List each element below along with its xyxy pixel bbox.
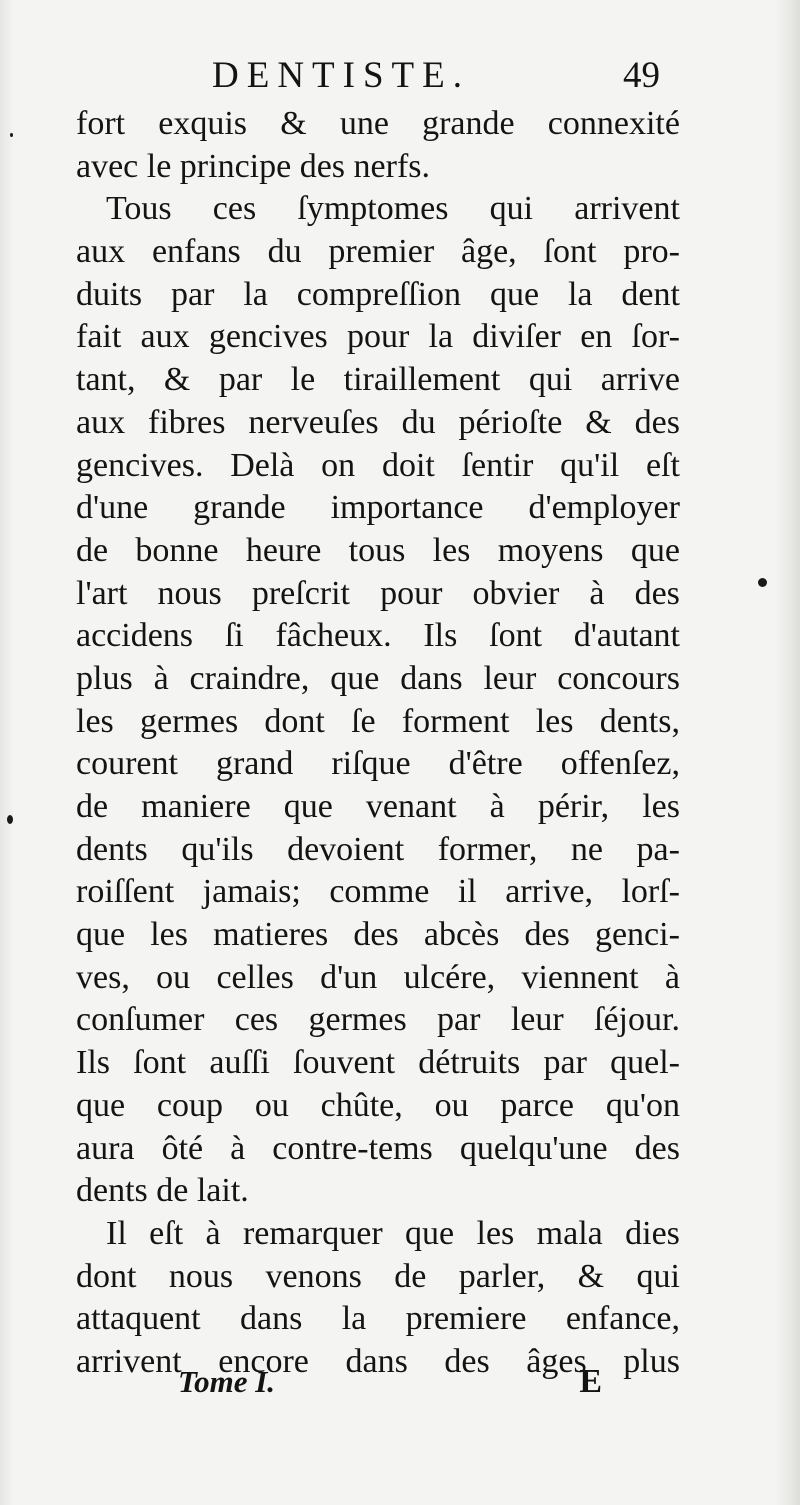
text-line [76,1128,680,1171]
word: ou [156,958,191,996]
text-line [76,530,680,573]
word: des [524,916,570,954]
page-footer [178,1360,602,1404]
word: comme [329,873,430,911]
word: à [205,1214,221,1252]
word: par [437,1001,481,1039]
word: ſont [133,1044,187,1082]
word: à [664,958,680,996]
page-left-edge [0,0,14,1505]
word: importance [330,489,484,527]
word: dans [345,1342,408,1380]
word: eſt [149,1214,184,1252]
word: d'un [320,958,378,996]
text-line [76,359,680,402]
word: exquis [158,105,248,142]
page-number: 49 [623,55,660,96]
word: ces [234,1001,279,1039]
text-line [76,829,680,872]
word: la [567,275,593,313]
word: dents [76,830,148,868]
word: arrivent [574,190,680,228]
word: quelqu'une [459,1129,608,1167]
word: du [267,233,302,271]
word: les [535,702,574,740]
word: & [163,361,191,399]
word: tant, [76,361,136,399]
word: des [353,916,399,954]
word: qui [636,1257,680,1295]
text-line [76,1042,680,1085]
page-header [212,50,660,102]
word: moyens [497,531,604,569]
word: lorſ- [621,873,680,911]
word: ôté [161,1129,204,1167]
text-line [76,445,680,488]
word: tiraillement [343,361,501,399]
word: remarquer [242,1214,383,1252]
text-line [76,1170,680,1213]
word: quel- [610,1044,680,1082]
word: une [339,105,389,142]
word: ſéjour. [594,1001,680,1039]
word: par [218,361,263,399]
word: grand [215,745,294,783]
word: à [589,574,605,612]
word: dents, [599,702,680,740]
word: venons [265,1257,362,1295]
word: qu'on [605,1086,680,1124]
word: dans [240,1300,303,1338]
word: pour [346,318,410,356]
word: nous [157,574,222,612]
word: contre-tems [272,1129,433,1167]
word: & [577,1257,605,1295]
text-line [76,1256,680,1299]
word: heure [245,531,322,569]
word: de [394,1257,427,1295]
word: que [283,788,333,825]
text-line [76,402,680,445]
word: gencives. [76,446,204,484]
word: que [76,1086,126,1124]
word: aux [76,233,126,271]
word: âge, [461,233,517,271]
word: arrive [600,361,680,399]
word: ces [212,190,257,228]
word: à [489,788,505,825]
word: eſt [645,446,680,484]
word: encore [218,1342,309,1380]
word: premiere [405,1300,527,1338]
word: former, [437,830,538,868]
running-head: DENTISTE. [212,55,470,96]
word: offenſez, [560,745,680,783]
text-line [76,743,680,786]
word: dont [264,702,325,740]
text-line [76,103,680,146]
word: ne [570,830,603,868]
word: par [543,1044,587,1082]
word: coup [156,1086,223,1124]
word: germes [308,1001,407,1039]
word: dent [621,275,680,313]
word: viennent [521,958,639,996]
word: bonne [135,531,219,569]
text-line [76,957,680,1000]
ink-speck [10,133,13,137]
word: accidens [76,617,194,655]
word: arrive, [505,873,593,911]
word: aux [76,403,126,441]
volume-label: Tome I. [178,1364,276,1399]
text-line [76,658,680,701]
word: enfance, [565,1300,680,1338]
word: la [428,318,454,356]
page-right-edge [774,0,800,1505]
ink-speck [758,578,767,587]
word: des [444,1342,490,1380]
word: il [457,873,477,911]
word: du [401,403,436,441]
word: d'employer [528,489,680,527]
word: chûte, [320,1086,403,1124]
word: venant [365,788,457,825]
body-text [76,103,680,1384]
word: que [405,1214,455,1252]
word: à [153,659,169,697]
text-line [76,1085,680,1128]
word: compreſſion [296,275,462,313]
word: fort [76,105,126,142]
word: leur [510,1001,564,1039]
word: ſouvent [293,1044,396,1082]
word: nerveuſes [248,403,379,441]
word: ſymptomes [297,190,449,228]
word: de [76,531,109,569]
text-line [76,316,680,359]
word: d'être [448,745,523,783]
word: le [290,361,316,399]
word: qui [528,361,573,399]
word: d'autant [573,617,680,655]
word: la [243,275,268,313]
word: d'une [76,489,149,527]
word: plus [623,1342,680,1380]
word: l'art [76,574,128,612]
text-line [76,231,680,274]
text-line [76,914,680,957]
ink-speck [7,815,13,824]
word: roiſſent [76,873,175,911]
word: grande [193,489,286,527]
word: périoſte [458,403,563,441]
word: ves, [76,958,130,996]
text-line [76,1298,680,1341]
word: que [630,531,680,569]
word: fibres [148,403,226,441]
word: nous [168,1257,234,1295]
word: parce [500,1086,574,1124]
word: abcès [423,916,500,954]
word: les [476,1214,515,1252]
word: qui [489,190,534,228]
word: courent [76,745,178,783]
line-text: avec le principe des nerfs. [76,147,430,185]
word: aux [140,318,190,356]
word: arrivent [76,1342,182,1380]
word: matieres [213,916,329,954]
word: que [489,275,540,313]
word: des [634,403,680,441]
word: âges [526,1342,587,1380]
word: en [580,318,613,356]
word: que [76,916,126,954]
word: maniere [141,788,251,825]
text-line [76,615,680,658]
word: Ils [423,617,458,655]
word: attaquent [76,1300,201,1338]
text-line [76,573,680,616]
text-line [76,146,680,189]
word: concours [557,659,680,697]
word: les [76,702,114,740]
word: premier [328,233,435,271]
word: ulcére, [403,958,496,996]
word: Ils [76,1044,110,1082]
word: mala [536,1214,603,1252]
word: des [634,1129,680,1167]
word: auſſi [209,1044,270,1082]
word: tous [348,531,406,569]
word: qu'ils [181,830,254,868]
word: connexité [547,105,680,142]
word: leur [483,659,537,697]
text-line [76,701,680,744]
word: ou [254,1086,289,1124]
word: germes [140,702,239,740]
word: grande [422,105,515,142]
text-line [76,786,680,829]
word: aura [76,1129,135,1167]
word: obvier [472,574,560,612]
word: de [76,788,109,825]
word: & [280,105,307,142]
word: périr, [537,788,610,825]
text-line [76,188,680,231]
word: dans [400,659,463,697]
word: par [171,275,215,313]
word: ſor- [631,318,680,356]
word: à [230,1129,246,1167]
word: ſi [224,617,244,655]
word: Tous [106,190,172,228]
word: pro- [623,233,680,271]
word: détruits [418,1044,521,1082]
word: ſentir [461,446,534,484]
text-line [76,274,680,317]
word: pa- [636,830,680,868]
word: les [150,916,188,954]
word: plus [76,659,133,697]
word: riſque [331,745,411,783]
line-text: dents de lait. [76,1172,249,1210]
word: preſcrit [251,574,350,612]
word: gencives [208,318,328,356]
word: ſont [489,617,543,655]
word: qu'il [560,446,620,484]
word: dies [625,1214,680,1252]
word: genci- [594,916,680,954]
signature-mark: E [579,1363,602,1400]
word: craindre, [189,659,310,697]
word: les [432,531,471,569]
word: devoient [287,830,405,868]
word: ou [434,1086,469,1124]
word: ſont [543,233,597,271]
word: duits [76,275,143,313]
word: & [585,403,612,441]
word: conſumer [76,1001,205,1039]
word: doit [381,446,435,484]
word: parler, [458,1257,546,1295]
word: ſe [351,702,376,740]
word: pour [380,574,443,612]
word: forment [401,702,510,740]
word: enfans [151,233,241,271]
word: on [321,446,356,484]
word: Delà [230,446,295,484]
word: la [341,1300,367,1338]
word: que [330,659,380,697]
word: dont [76,1257,137,1295]
word: celles [216,958,294,996]
word: fâcheux. [275,617,392,655]
text-line [76,871,680,914]
word: jamais; [202,873,301,911]
text-line [76,1213,680,1256]
word: Il [106,1214,127,1252]
text-line [76,487,680,530]
word: des [634,574,680,612]
word: fait [76,318,122,356]
word: diviſer [472,318,562,356]
word: les [642,788,680,825]
text-line [76,999,680,1042]
